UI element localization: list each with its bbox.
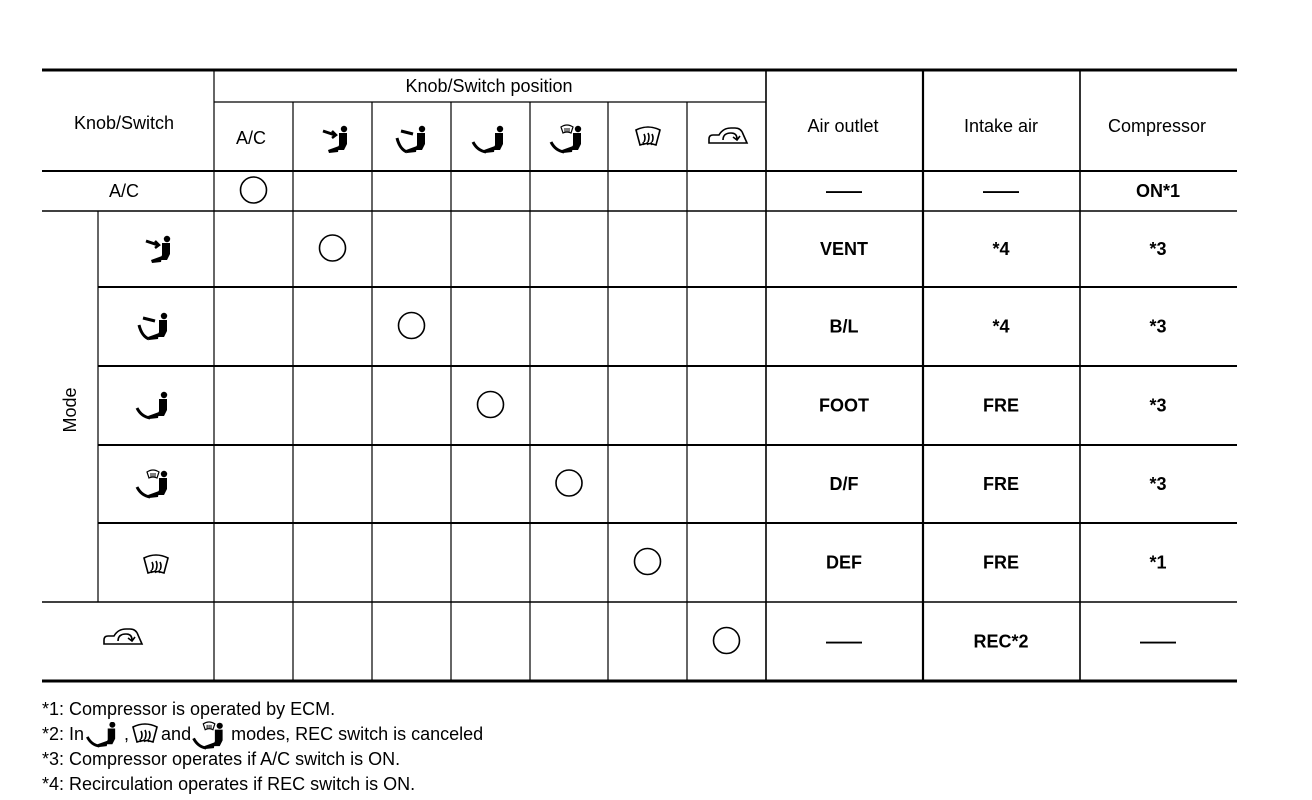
cell-air-outlet: VENT — [819, 239, 869, 259]
cell-intake-air: FRE — [983, 552, 1019, 573]
note-2-comma: , — [124, 724, 130, 744]
header-air-outlet: Air outlet — [807, 116, 879, 136]
header-knob-switch-position: Knob/Switch position — [405, 76, 573, 96]
row-ac-label: A/C — [108, 181, 140, 201]
selected-position-mark — [320, 235, 346, 261]
note-2-suffix: modes, REC switch is canceled — [231, 724, 484, 744]
header-bilevel-icon — [397, 126, 425, 153]
row-recirculation-icon — [104, 629, 142, 644]
cell-compressor: *3 — [1149, 474, 1167, 494]
note-4: *4: Recirculation operates if REC switch is ON. — [42, 774, 416, 794]
selected-position-mark — [556, 470, 582, 496]
cell-air-outlet: DEF — [826, 552, 862, 573]
note-2-prefix: *2: In — [42, 724, 85, 744]
mode-label: Mode — [60, 387, 80, 433]
header-intake-air: Intake air — [963, 116, 1039, 136]
header-knob-switch: Knob/Switch — [73, 113, 175, 133]
cell-intake-air: *4 — [992, 239, 1010, 259]
cell-air-outlet: —— — [826, 181, 862, 201]
cell-compressor: *1 — [1149, 552, 1167, 573]
selected-position-mark — [714, 628, 740, 654]
cell-compressor: *3 — [1149, 239, 1167, 259]
row-vent-icon — [146, 236, 170, 263]
selected-position-mark — [399, 313, 425, 339]
selected-position-mark — [478, 392, 504, 418]
cell-compressor: *3 — [1149, 316, 1167, 337]
cell-air-outlet: D/F — [829, 474, 859, 494]
selected-position-mark — [635, 549, 661, 575]
cell-intake-air: FRE — [983, 474, 1019, 494]
foot-mode-icon — [84, 722, 124, 748]
note-2 — [42, 722, 1242, 747]
header-foot-defrost-icon — [551, 125, 581, 153]
note-3: *3: Compressor operates if A/C switch is ON. — [42, 749, 401, 769]
note-1: *1: Compressor is operated by ECM. — [42, 699, 336, 719]
cell-intake-air: REC*2 — [973, 631, 1029, 652]
cell-air-outlet: FOOT — [819, 395, 869, 416]
header-compressor: Compressor — [1107, 116, 1207, 136]
cell-compressor: *3 — [1149, 395, 1167, 416]
header-recirculation-icon — [709, 128, 747, 143]
cell-compressor: —— — [1140, 631, 1176, 652]
header-vent-icon — [323, 126, 347, 153]
cell-intake-air: FRE — [983, 395, 1019, 416]
note-2-and: and — [161, 724, 192, 744]
cell-compressor: ON*1 — [1135, 181, 1181, 201]
cell-air-outlet: B/L — [829, 316, 859, 337]
footnotes — [42, 697, 1242, 797]
cell-air-outlet: —— — [826, 631, 862, 652]
row-foot-icon — [137, 392, 167, 419]
header-foot-icon — [473, 126, 503, 153]
header-defrost-icon — [636, 127, 660, 145]
defrost-icon — [129, 722, 161, 748]
row-bilevel-icon — [139, 313, 167, 340]
row-defrost-icon — [144, 555, 168, 573]
row-foot-defrost-icon — [137, 470, 167, 498]
cell-intake-air: —— — [983, 181, 1019, 201]
cell-intake-air: *4 — [992, 316, 1010, 337]
selected-position-mark — [241, 177, 267, 203]
foot-defrost-mode-icon — [191, 720, 231, 750]
header-ac: A/C — [235, 128, 267, 148]
